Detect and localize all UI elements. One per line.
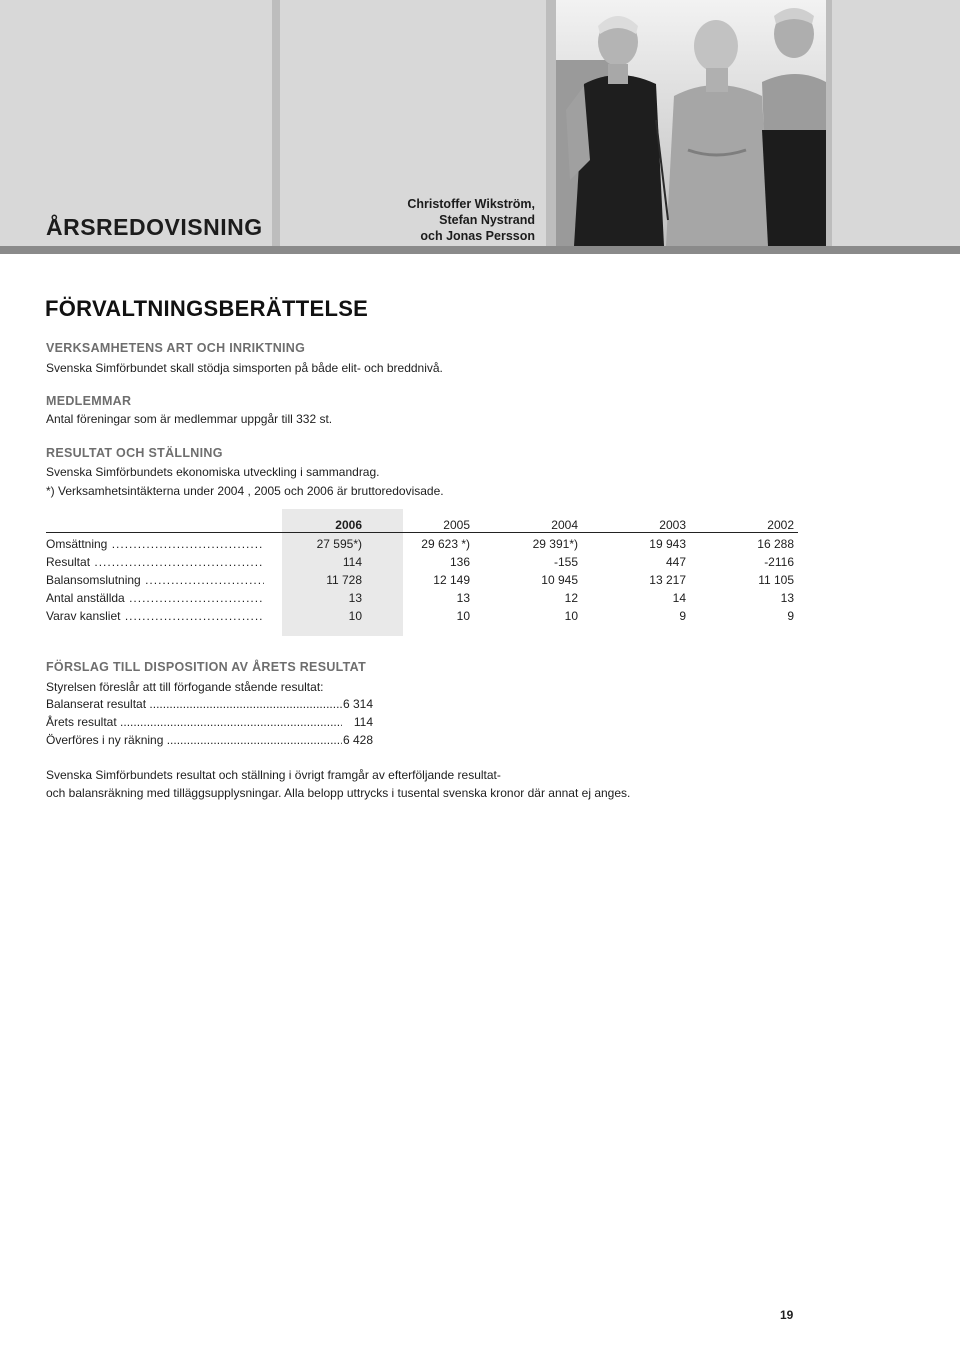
- table-cell: 12 149: [433, 573, 470, 587]
- photo-caption: [407, 196, 535, 244]
- year-header: 2002: [767, 518, 794, 532]
- text-medlemmar: Antal föreningar som är medlemmar uppgår till 332 st.: [46, 412, 333, 426]
- table-cell: -2116: [764, 555, 794, 569]
- disposition-item-value: 114: [353, 715, 373, 729]
- table-cell: 9: [787, 609, 794, 623]
- heading-verksamhet: VERKSAMHETENS ART OCH INRIKTNING: [46, 341, 306, 355]
- disposition-item-value: 6 428: [342, 733, 373, 747]
- year-header: 2003: [659, 518, 686, 532]
- table-cell: 136: [449, 555, 470, 569]
- table-cell: 13: [780, 591, 794, 605]
- swimmers-photo: [556, 0, 826, 246]
- table-cell: 10: [564, 609, 578, 623]
- table-cell: 10: [456, 609, 470, 623]
- table-cell: 12: [564, 591, 578, 605]
- text-resultat-2: *) Verksamhetsintäkterna under 2004 , 2005 och 2006 är bruttoredovisade.: [46, 484, 444, 498]
- table-cell: 114: [342, 555, 362, 569]
- table-row-label: Resultat .....: [46, 555, 264, 569]
- table-cell: 13: [456, 591, 470, 605]
- caption-line: och Jonas Persson: [420, 229, 535, 243]
- table-row-label: Balansomslutning .....: [46, 573, 264, 587]
- year-header: 2005: [443, 518, 470, 532]
- table-cell: 13 217: [649, 573, 686, 587]
- heading-resultat: RESULTAT OCH STÄLLNING: [46, 446, 223, 460]
- table-cell: 29 391*): [532, 537, 578, 551]
- year-header: 2004: [551, 518, 578, 532]
- table-cell: 29 623 *): [421, 537, 470, 551]
- section-title: ÅRSREDOVISNING: [46, 214, 263, 240]
- disposition-item-value: 6 314: [342, 697, 373, 711]
- header-rule: [0, 246, 960, 254]
- header-panel-left: [0, 0, 272, 246]
- table-cell: 14: [672, 591, 686, 605]
- text-verksamhet: Svenska Simförbundet skall stödja simsporten på både elit- och breddnivå.: [46, 361, 443, 375]
- table-cell: 10: [348, 609, 362, 623]
- table-header-rule: [46, 532, 798, 533]
- table-row-label: Varav kansliet .....: [46, 609, 264, 623]
- table-cell: 11 728: [326, 573, 362, 587]
- table-cell: 10 945: [541, 573, 578, 587]
- text-resultat-1: Svenska Simförbundets ekonomiska utveckling i sammandrag.: [46, 465, 380, 479]
- disposition-item-label: Balanserat resultat .....: [46, 697, 342, 711]
- year-header: 2006: [335, 518, 362, 532]
- disposition-item-label: Överföres i ny räkning .....: [46, 733, 342, 747]
- closing-text-line-2: och balansräkning med tilläggsupplysningar. Alla belopp uttrycks i tusental svenska kronor där annat ej anges.: [46, 786, 631, 800]
- table-cell: 13: [348, 591, 362, 605]
- table-cell: -155: [553, 555, 578, 569]
- heading-medlemmar: MEDLEMMAR: [46, 394, 132, 408]
- page-number: 19: [780, 1308, 794, 1322]
- text-disposition-intro: Styrelsen föreslår att till förfogande stående resultat:: [46, 680, 324, 694]
- table-row-label: Antal anställda .....: [46, 591, 264, 605]
- caption-line: Christoffer Wikström,: [407, 197, 535, 211]
- table-cell: 447: [665, 555, 686, 569]
- heading-disposition: FÖRSLAG TILL DISPOSITION AV ÅRETS RESULTAT: [46, 660, 367, 674]
- table-row-label: Omsättning .....: [46, 537, 264, 551]
- disposition-item-label: Årets resultat .....: [46, 715, 342, 729]
- caption-line: Stefan Nystrand: [439, 213, 535, 227]
- table-cell: 27 595*): [316, 537, 362, 551]
- table-cell: 9: [679, 609, 686, 623]
- header-panel-right: [832, 0, 960, 246]
- table-cell: 19 943: [649, 537, 686, 551]
- table-cell: 11 105: [758, 573, 794, 587]
- closing-text-line-1: Svenska Simförbundets resultat och ställning i övrigt framgår av efterföljande resultat-: [46, 768, 501, 782]
- table-cell: 16 288: [757, 537, 794, 551]
- page-title: FÖRVALTNINGSBERÄTTELSE: [45, 296, 369, 321]
